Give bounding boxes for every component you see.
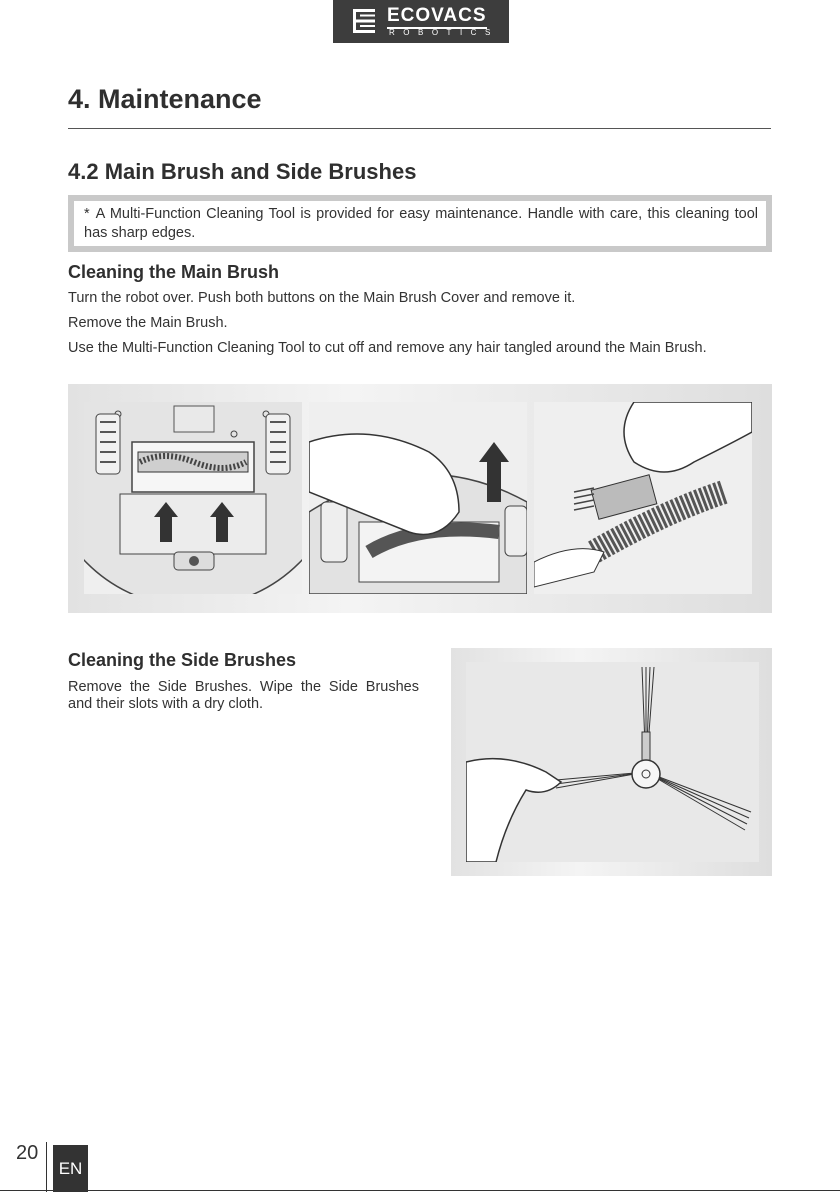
footer-rule bbox=[0, 1190, 840, 1191]
main-brush-illustrations bbox=[68, 384, 772, 613]
cutting-tool-illustration bbox=[534, 402, 752, 594]
language-badge: EN bbox=[53, 1145, 88, 1192]
remove-main-brush-illustration bbox=[309, 402, 527, 594]
page-number: 20 bbox=[16, 1142, 39, 1164]
title-divider bbox=[68, 128, 771, 129]
robot-underside-illustration bbox=[84, 402, 302, 594]
section-title: 4.2 Main Brush and Side Brushes bbox=[68, 159, 417, 184]
main-brush-step-3: Use the Multi-Function Cleaning Tool to cut off and remove any hair tangled around the Main Brush. bbox=[68, 340, 707, 356]
ecovacs-logo bbox=[333, 0, 509, 43]
caution-note-text: * A Multi-Function Cleaning Tool is provided for easy maintenance. Handle with care, this cleaning tool has sharp edges. bbox=[84, 206, 758, 241]
side-brush-illustration bbox=[466, 662, 759, 862]
ecovacs-mark-icon bbox=[353, 9, 375, 33]
caution-note bbox=[68, 195, 772, 252]
side-brushes-text: Remove the Side Brushes. Wipe the Side Brushes and their slots with a dry cloth. bbox=[68, 679, 419, 712]
footer-divider bbox=[46, 1142, 47, 1192]
side-brush-illustration-frame bbox=[451, 648, 772, 876]
logo-sub-text: ROBOTICS bbox=[389, 28, 499, 37]
main-brush-heading: Cleaning the Main Brush bbox=[68, 262, 280, 282]
page-title: 4. Maintenance bbox=[68, 84, 262, 114]
main-brush-step-1: Turn the robot over. Push both buttons on the Main Brush Cover and remove it. bbox=[68, 290, 576, 306]
asterisk-icon: * bbox=[84, 206, 90, 222]
side-brushes-heading: Cleaning the Side Brushes bbox=[68, 650, 297, 670]
logo-brand-text: ECOVACS bbox=[387, 6, 487, 29]
main-brush-step-2: Remove the Main Brush. bbox=[68, 315, 228, 331]
